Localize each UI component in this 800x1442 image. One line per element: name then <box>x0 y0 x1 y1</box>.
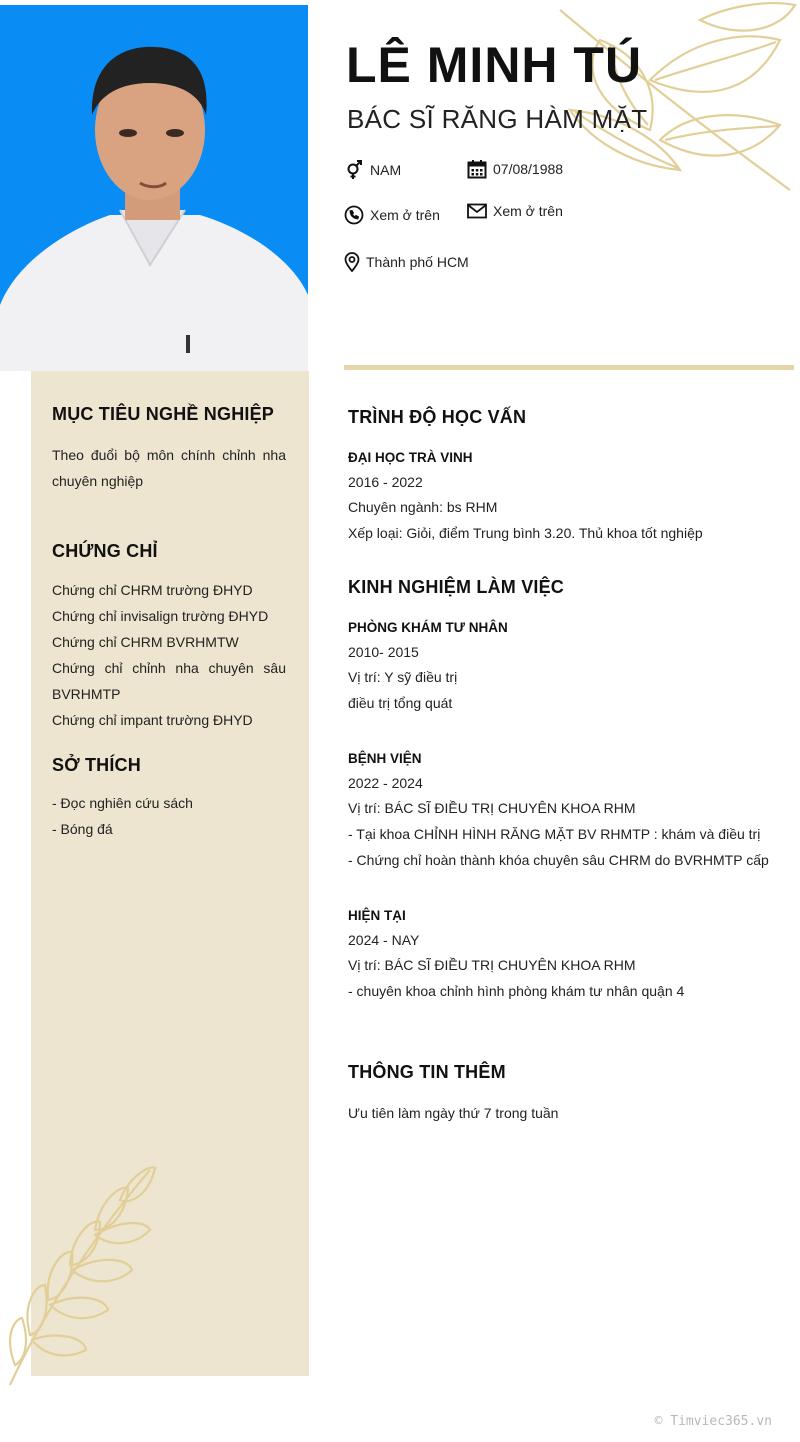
leaf-decoration-bottom <box>0 1160 170 1390</box>
profile-photo <box>0 5 308 371</box>
gender-value: NAM <box>370 162 402 178</box>
job-company: PHÒNG KHÁM TƯ NHÂN <box>348 620 508 635</box>
job-line: - chuyên khoa chỉnh hình phòng khám tư nhân quận 4 <box>348 983 685 999</box>
phone-value: Xem ở trên <box>370 207 440 223</box>
certificate-item: Chứng chỉ impant trường ĐHYD <box>52 712 253 728</box>
birthday-value: 07/08/1988 <box>493 161 564 177</box>
job-period: 2010- 2015 <box>348 644 419 660</box>
address-info <box>344 252 469 272</box>
calendar-icon <box>467 159 487 179</box>
gender-icon <box>344 160 364 180</box>
gender-info <box>344 160 401 180</box>
phone-info <box>344 205 440 225</box>
certificate-item: Chứng chỉ CHRM BVRHMTW <box>52 634 239 650</box>
education-grade: Xếp loại: Giỏi, điểm Trung bình 3.20. Thủ khoa tốt nghiệp <box>348 525 703 541</box>
objective-heading: MỤC TIÊU NGHỀ NGHIỆP <box>52 404 275 424</box>
mail-icon <box>467 203 487 219</box>
header-divider <box>344 365 794 370</box>
certificate-item: Chứng chỉ invisalign trường ĐHYD <box>52 608 269 624</box>
location-pin-icon <box>344 252 360 272</box>
job-period: 2022 - 2024 <box>348 775 423 791</box>
candidate-name: LÊ MINH TÚ <box>346 37 643 93</box>
job-line: Vị trí: Y sỹ điều trị <box>348 669 458 685</box>
certificates-heading: CHỨNG CHỈ <box>52 541 158 561</box>
job-title: BÁC SĨ RĂNG HÀM MẶT <box>347 104 648 134</box>
experience-heading: KINH NGHIỆM LÀM VIỆC <box>348 577 565 597</box>
address-value: Thành phố HCM <box>366 254 469 270</box>
leaf-decoration-top <box>540 0 800 200</box>
hobby-item: - Đọc nghiên cứu sách <box>52 795 193 811</box>
hobby-item: - Bóng đá <box>52 821 113 837</box>
extra-info-heading: THÔNG TIN THÊM <box>348 1062 506 1082</box>
education-major: Chuyên ngành: bs RHM <box>348 499 498 515</box>
job-line: điều trị tổng quát <box>348 695 453 711</box>
certificate-item: Chứng chỉ chỉnh nha chuyên sâu BVRHMTP <box>52 660 286 702</box>
hobbies-heading: SỞ THÍCH <box>52 755 141 775</box>
job-period: 2024 - NAY <box>348 932 420 948</box>
email-value: Xem ở trên <box>493 203 563 219</box>
birthday-info <box>467 159 563 179</box>
job-line: - Chứng chỉ hoàn thành khóa chuyên sâu CHRM do BVRHMTP cấp <box>348 852 769 868</box>
job-line: - Tại khoa CHỈNH HÌNH RĂNG MẶT BV RHMTP : khám và điều trị <box>348 826 761 842</box>
job-company: HIỆN TẠI <box>348 908 406 923</box>
extra-info-text: Ưu tiên làm ngày thứ 7 trong tuần <box>348 1105 559 1121</box>
job-line: Vị trí: BÁC SĨ ĐIỀU TRỊ CHUYÊN KHOA RHM <box>348 800 636 816</box>
phone-icon <box>344 205 364 225</box>
education-school: ĐẠI HỌC TRÀ VINH <box>348 450 473 465</box>
certificate-item: Chứng chỉ CHRM trường ĐHYD <box>52 582 253 598</box>
job-company: BỆNH VIỆN <box>348 751 422 766</box>
education-years: 2016 - 2022 <box>348 474 423 490</box>
job-line: Vị trí: BÁC SĨ ĐIỀU TRỊ CHUYÊN KHOA RHM <box>348 957 636 973</box>
education-heading: TRÌNH ĐỘ HỌC VẤN <box>348 407 527 427</box>
objective-text: Theo đuổi bộ môn chính chỉnh nha chuyên nghiệp <box>52 447 286 489</box>
watermark: © Timviec365.vn <box>654 1414 772 1429</box>
email-info <box>467 203 563 219</box>
